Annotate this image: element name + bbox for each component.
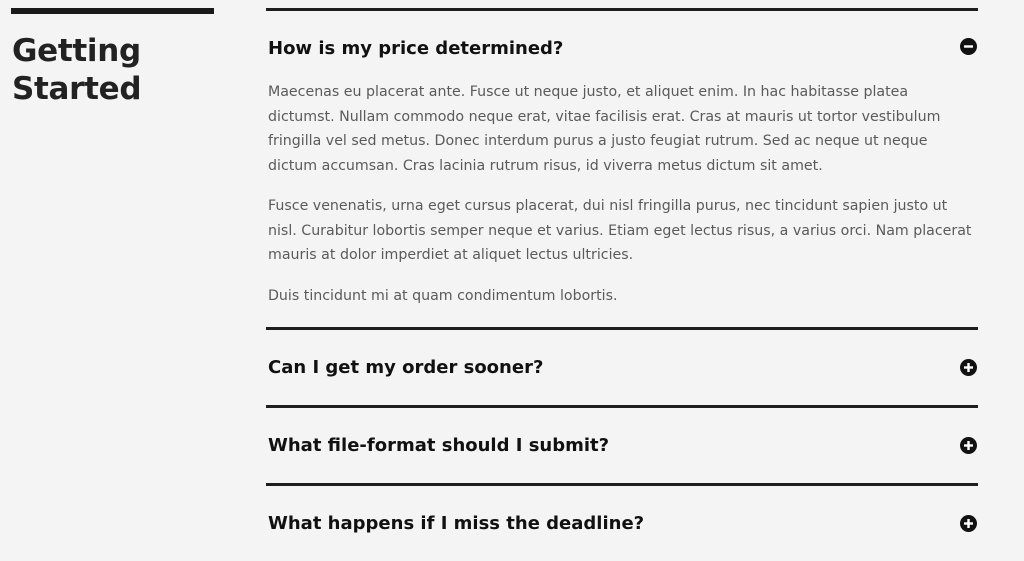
faq-answer-paragraph: Fusce venenatis, urna eget cursus placerat, dui nisl fringilla purus, nec tincidunt sapien justo ut nisl. Curabitur lobortis semper neque et varius. Etiam eget lectus risus, a varius orci. Nam placerat mauris at dolor imperdiet at aliquet lectus ultricies. bbox=[268, 198, 972, 263]
faq-item bbox=[266, 405, 978, 483]
section-title bbox=[12, 32, 214, 108]
faq-question: What file-format should I submit? bbox=[268, 435, 610, 456]
faq-answer-paragraph: Duis tincidunt mi at quam condimentum lobortis. bbox=[268, 287, 618, 304]
faq-answer-paragraph: Maecenas eu placerat ante. Fusce ut neque justo, et aliquet enim. In hac habitasse platea dictumst. Nullam commodo neque erat, vitae facilisis erat. Cras at mauris ut tortor vestibulum fringilla vel sed metus. Donec interdum purus a justo feugiat rutrum. Sed ac neque ut neque dictum accumsan. Cras lacinia rutrum risus, id viverra metus dictum sit amet. bbox=[268, 84, 941, 174]
plus-circle-icon[interactable] bbox=[960, 515, 977, 532]
section-title-line-2: Started bbox=[12, 71, 142, 107]
faq-item-header[interactable] bbox=[266, 408, 978, 483]
sidebar-accent-bar bbox=[11, 8, 214, 14]
faq-item bbox=[266, 8, 978, 327]
faq-item bbox=[266, 483, 978, 561]
faq-accordion bbox=[266, 8, 978, 561]
faq-item bbox=[266, 327, 978, 405]
faq-item-header[interactable] bbox=[266, 486, 978, 561]
faq-item-header[interactable] bbox=[266, 330, 978, 405]
sidebar bbox=[11, 8, 214, 108]
minus-circle-icon[interactable] bbox=[960, 38, 977, 55]
faq-answer bbox=[266, 80, 978, 327]
plus-circle-icon[interactable] bbox=[960, 359, 977, 376]
section-title-line-1: Getting bbox=[12, 33, 141, 69]
faq-question: What happens if I miss the deadline? bbox=[268, 513, 645, 534]
faq-question: Can I get my order sooner? bbox=[268, 357, 544, 378]
plus-circle-icon[interactable] bbox=[960, 437, 977, 454]
faq-item-header[interactable] bbox=[266, 11, 978, 83]
faq-question: How is my price determined? bbox=[268, 38, 564, 59]
